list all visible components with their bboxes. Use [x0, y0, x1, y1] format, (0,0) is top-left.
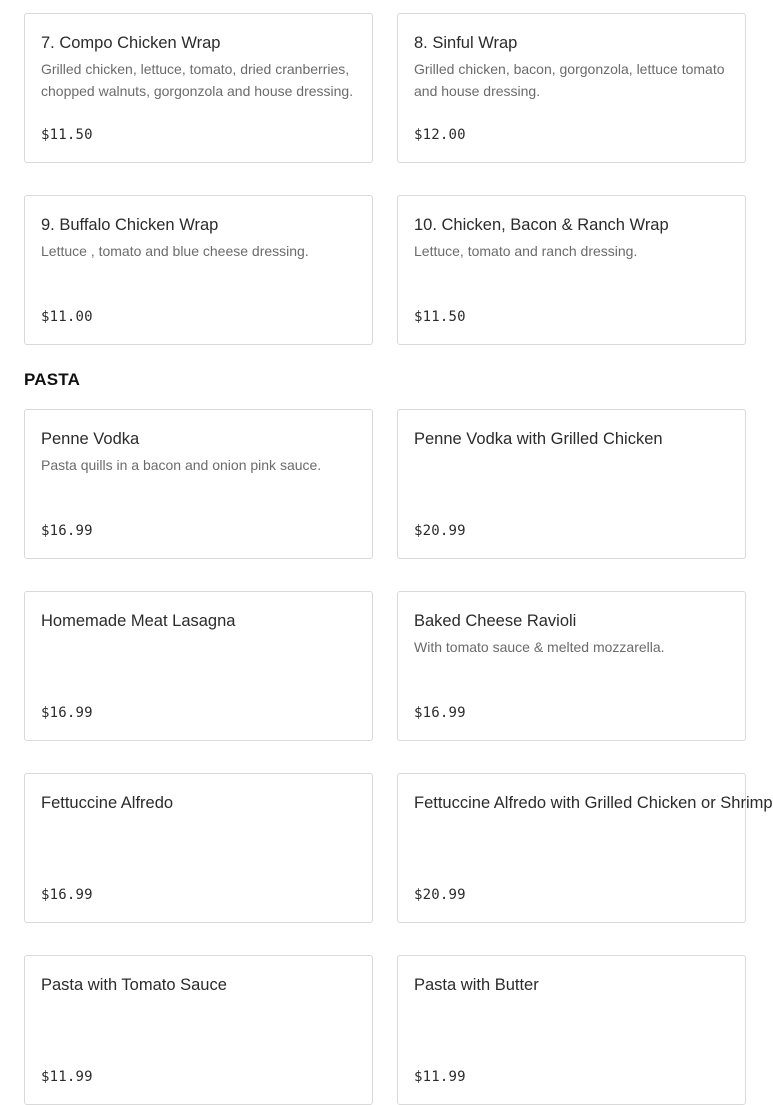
menu-item-price: $16.99 [41, 523, 93, 539]
menu-item-card[interactable] [397, 195, 746, 345]
menu-item-card[interactable] [24, 955, 373, 1105]
menu-item-name: 7. Compo Chicken Wrap [41, 34, 221, 52]
menu-item-price: $11.00 [41, 309, 93, 325]
menu-item-card[interactable] [397, 13, 746, 163]
menu-item-name: Pasta with Butter [414, 976, 539, 994]
section-title-pasta: PASTA [24, 370, 81, 389]
menu-item-price: $16.99 [41, 705, 93, 721]
menu-row [24, 773, 773, 923]
menu-item-name: 8. Sinful Wrap [414, 34, 518, 52]
menu-item-name: Fettuccine Alfredo with Grilled Chicken or Shrimp [414, 794, 773, 812]
menu-item-description: Grilled chicken, bacon, gorgonzola, lettuce tomato and house dressing. [414, 61, 725, 99]
menu-item-name: Penne Vodka with Grilled Chicken [414, 430, 663, 448]
menu-item-description: Lettuce, tomato and ranch dressing. [414, 243, 638, 259]
menu-item-price: $16.99 [41, 887, 93, 903]
menu-item-name: Baked Cheese Ravioli [414, 612, 577, 630]
menu-item-name: Homemade Meat Lasagna [41, 612, 236, 630]
menu-item-description: Lettuce , tomato and blue cheese dressing. [41, 243, 309, 259]
menu-item-price: $11.50 [414, 309, 466, 325]
menu-item-name: 10. Chicken, Bacon & Ranch Wrap [414, 216, 669, 234]
menu-item-price: $11.99 [41, 1069, 93, 1085]
menu-item-price: $20.99 [414, 887, 466, 903]
menu-item-name: 9. Buffalo Chicken Wrap [41, 216, 219, 234]
menu-item-price: $11.99 [414, 1069, 466, 1085]
menu-item-price: $12.00 [414, 127, 466, 143]
menu-item-card[interactable] [24, 195, 373, 345]
menu-item-card[interactable] [24, 409, 373, 559]
menu-item-card[interactable] [397, 773, 773, 923]
menu-item-description: With tomato sauce & melted mozzarella. [414, 639, 665, 655]
menu-row [24, 195, 746, 345]
menu-row [24, 591, 746, 741]
menu-item-description: Grilled chicken, lettuce, tomato, dried cranberries, chopped walnuts, gorgonzola and house dressing. [41, 61, 354, 99]
menu-item-card[interactable] [24, 13, 373, 163]
menu-row [24, 13, 746, 163]
menu-row [24, 409, 746, 559]
menu-item-price: $11.50 [41, 127, 93, 143]
menu-item-card[interactable] [24, 591, 373, 741]
menu-item-card[interactable] [397, 955, 746, 1105]
menu-item-name: Pasta with Tomato Sauce [41, 976, 227, 994]
menu-item-name: Penne Vodka [41, 430, 140, 448]
menu-item-description: Pasta quills in a bacon and onion pink sauce. [41, 457, 322, 473]
menu-item-card[interactable] [397, 409, 746, 559]
menu-item-price: $20.99 [414, 523, 466, 539]
menu-item-card[interactable] [397, 591, 746, 741]
menu-item-card[interactable] [24, 773, 373, 923]
menu-item-price: $16.99 [414, 705, 466, 721]
menu-row [24, 955, 746, 1105]
menu-item-name: Fettuccine Alfredo [41, 794, 174, 812]
